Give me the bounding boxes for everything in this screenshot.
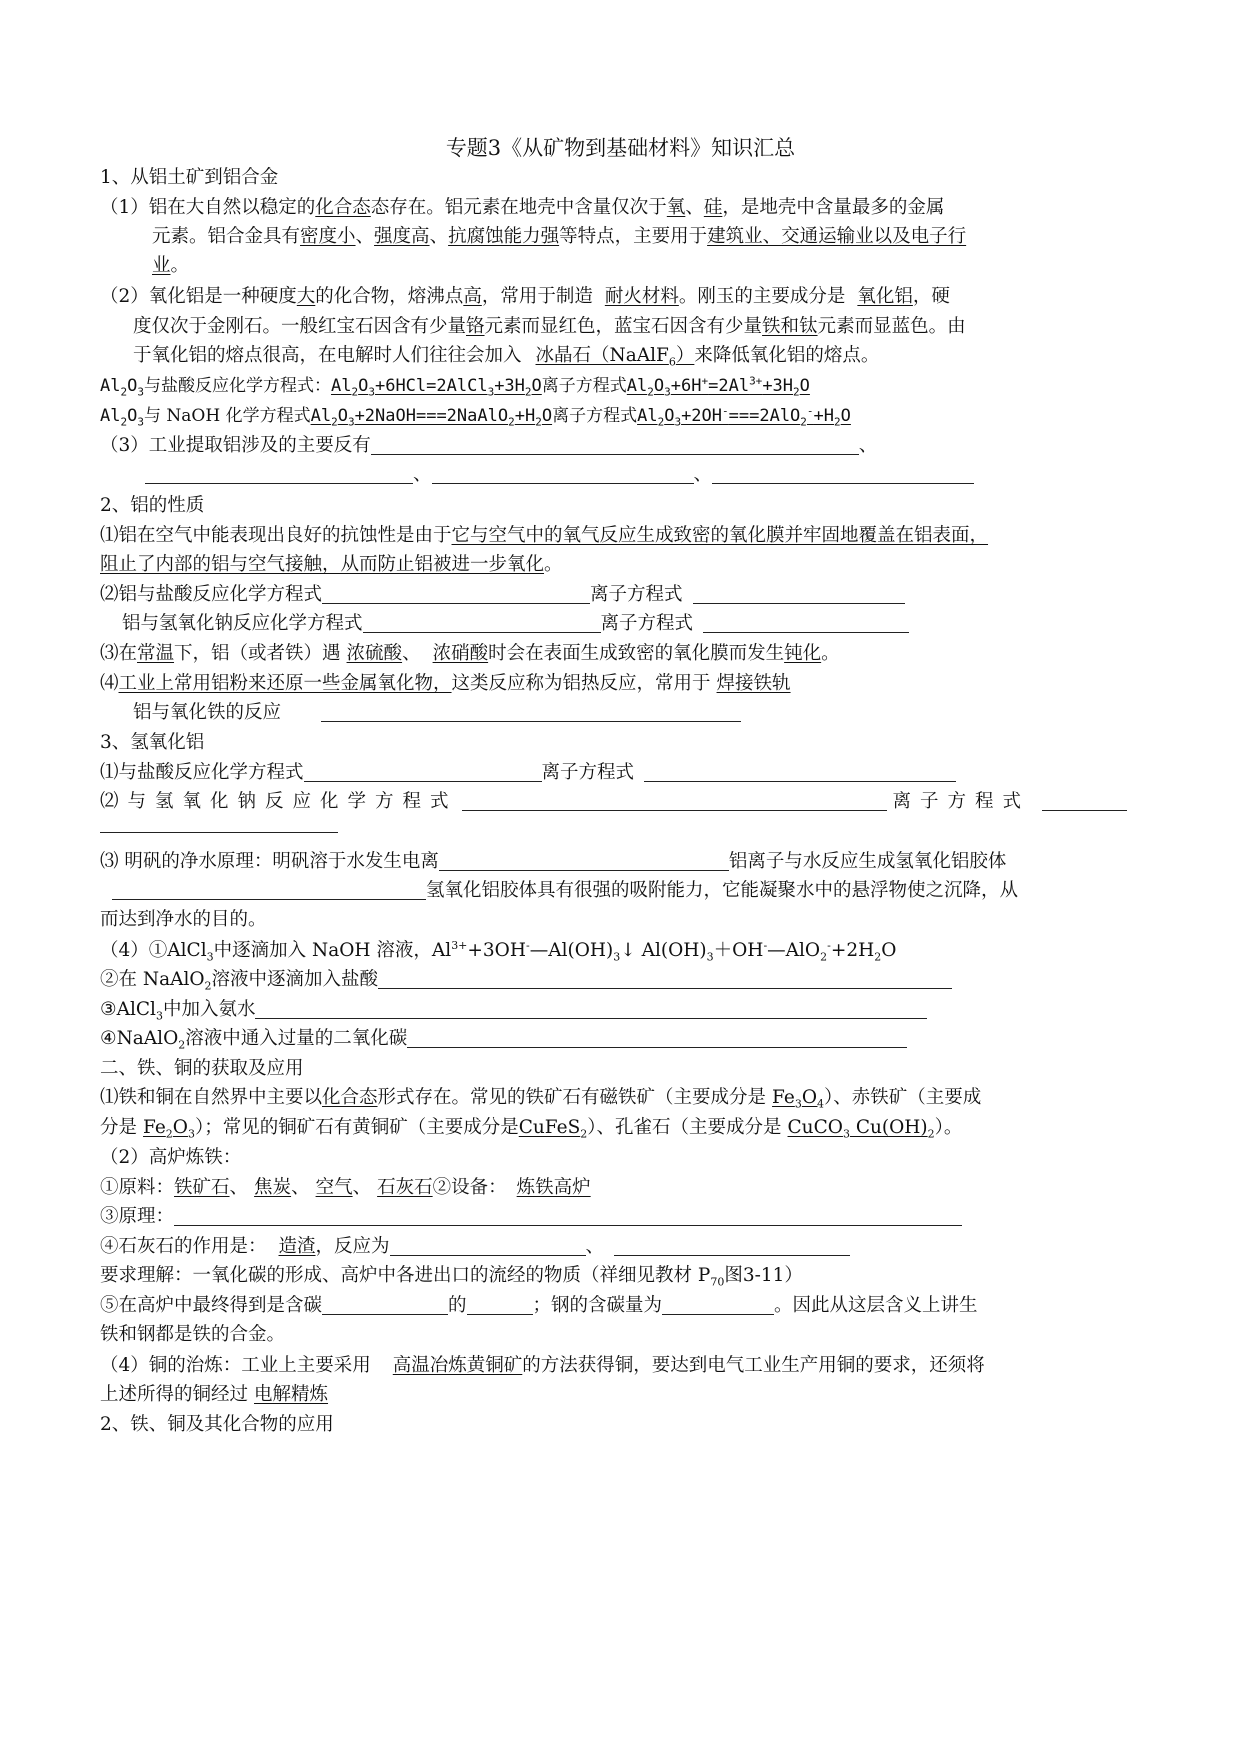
paragraph-line: 铁和钢都是铁的合金。 xyxy=(100,1324,286,1345)
answer-blank[interactable] xyxy=(255,1000,927,1019)
paragraph-line: 上述所得的铜经过 电解精炼 xyxy=(100,1384,329,1405)
answer-blank[interactable] xyxy=(712,465,974,484)
paragraph-line: 而达到净水的目的。 xyxy=(100,909,267,930)
equation-line: $Al_2O_3$与 NaOH 化学方程式$Al_2O_3+2NaOH===2NaAlO_2+H_2O$离子方程式$Al_2O_3+2OH^-===2AlO_2^-+H_2O$ xyxy=(100,404,851,429)
page-title: 专题3《从矿物到基础材料》知识汇总 xyxy=(445,136,796,160)
paragraph-line: （4）铜的治炼：工业上主要采用 高温冶炼黄铜矿的方法获得铜，要达到电气工业生产用铜的要求，还须将 xyxy=(100,1355,985,1376)
paragraph-line: 要求理解：一氧化碳的形成、高炉中各进出口的流经的物质（祥细见教材 $P_{70}$图3-11） xyxy=(100,1265,803,1289)
paragraph-line: ②在 NaAlO$_2$溶液中逐滴加入盐酸 xyxy=(100,968,1141,992)
answer-blank[interactable] xyxy=(174,1207,962,1226)
paragraph-line: ⑵与氢氧化钠反应化学方程式 离子方程式 xyxy=(100,790,1241,814)
answer-blank[interactable] xyxy=(644,763,956,782)
paragraph-line: ③原理： xyxy=(100,1205,1141,1229)
equation-line: $Al_2O_3$与盐酸反应化学方程式：$Al_2O_3+6HCl=2AlCl_3+3H_2O$离子方程式$Al_2O_3+6H^+=2Al^{3+}+3H_2O$ xyxy=(100,374,810,399)
answer-blank[interactable] xyxy=(363,614,601,633)
answer-blank[interactable] xyxy=(145,465,413,484)
paragraph-line: ④NaAlO$_2$溶液中通入过量的二氧化碳 xyxy=(100,1027,1141,1051)
paragraph-line: ④石灰石的作用是： 造渣，反应为 、 xyxy=(100,1235,1141,1259)
paragraph-line: 阻止了内部的铝与空气接触，从而防止铝被进一步氧化。 xyxy=(100,554,563,575)
answer-blank[interactable] xyxy=(390,1237,586,1256)
answer-blank[interactable] xyxy=(378,970,952,989)
paragraph-line: （3）工业提取铝涉及的主要反有 、 xyxy=(100,435,878,456)
answer-blank[interactable] xyxy=(322,585,590,604)
paragraph-line: ⑴铁和铜在自然界中主要以化合态形式存在。常见的铁矿石有磁铁矿（主要成分是 $Fe_3O_4$）、赤铁矿（主要成 xyxy=(100,1087,982,1111)
answer-blank[interactable] xyxy=(407,1029,907,1048)
paragraph-line: 铝与氢氧化钠反应化学方程式 离子方程式 xyxy=(122,612,1141,636)
paragraph-line: ⑶ 明矾的净水原理：明矾溶于水发生电离 铝离子与水反应生成氢氧化铝胶体 xyxy=(100,851,1007,872)
paragraph-line: （2）高炉炼铁： xyxy=(100,1147,242,1168)
paragraph-line: 元素。铝合金具有密度小、强度高、抗腐蚀能力强等特点，主要用于建筑业、交通运输业以及电子行 xyxy=(152,226,967,247)
paragraph-line: ③AlCl$_3$中加入氨水 xyxy=(100,998,1141,1022)
answer-blank[interactable] xyxy=(112,881,426,900)
paragraph-line: 于氧化铝的熔点很高，在电解时人们往往会加入 冰晶石（NaAlF$_6$）来降低氧化铝的熔点。 xyxy=(133,345,880,369)
paragraph-line: ⑷工业上常用铝粉来还原一些金属氧化物，这类反应称为铝热反应，常用于 焊接铁轨 xyxy=(100,673,791,694)
paragraph-line: ⑴与盐酸反应化学方程式 离子方程式 xyxy=(100,761,1141,785)
paragraph-line: 氢氧化铝胶体具有很强的吸附能力，它能凝聚水中的悬浮物使之沉降，从 xyxy=(100,879,1141,903)
answer-blank[interactable] xyxy=(1042,792,1127,811)
paragraph-line xyxy=(100,812,1141,836)
answer-blank[interactable] xyxy=(322,1296,448,1315)
answer-blank[interactable] xyxy=(614,1237,850,1256)
paragraph-line: 业。 xyxy=(152,255,190,276)
paragraph-line: ⑴铝在空气中能表现出良好的抗蚀性是由于它与空气中的氧气反应生成致密的氧化膜并牢固地覆盖在铝表面， xyxy=(100,525,989,546)
answer-blank[interactable] xyxy=(371,436,859,455)
answer-blank[interactable] xyxy=(693,585,905,604)
answer-blank[interactable] xyxy=(462,792,887,811)
answer-blank[interactable] xyxy=(662,1296,774,1315)
paragraph-line: ①原料：铁矿石、 焦炭、 空气、 石灰石②设备： 炼铁高炉 xyxy=(100,1177,591,1198)
answer-blank[interactable] xyxy=(703,614,909,633)
paragraph-line: 、 、 xyxy=(145,463,1141,487)
answer-blank[interactable] xyxy=(432,465,694,484)
paragraph-line: ⑵铝与盐酸反应化学方程式 离子方程式 xyxy=(100,583,1141,607)
equation-line: （4）①AlCl$_3$中逐滴加入 NaOH 溶液，$Al^{3+}+3OH^-—Al(OH)_3↓$ $Al(OH)_3+OH^-—AlO_2^-+2H_2O$ xyxy=(100,938,897,964)
section-heading: 2、铝的性质 xyxy=(100,495,205,516)
section-heading: 3、氢氧化铝 xyxy=(100,732,205,753)
paragraph-line: 铝与氧化铁的反应 xyxy=(133,701,1141,725)
section-heading: 二、铁、铜的获取及应用 xyxy=(100,1058,304,1079)
answer-blank[interactable] xyxy=(321,703,741,722)
paragraph-line: ⑤在高炉中最终得到是含碳 的 ；钢的含碳量为 。因此从这层含义上讲生 xyxy=(100,1295,978,1316)
answer-blank[interactable] xyxy=(100,814,338,833)
section-heading: 2、铁、铜及其化合物的应用 xyxy=(100,1414,334,1435)
answer-blank[interactable] xyxy=(439,852,729,871)
paragraph-line: （2）氧化铝是一种硬度大的化合物，熔沸点高，常用于制造 耐火材料。刚玉的主要成分是 氧化铝，硬 xyxy=(100,286,950,307)
paragraph-line: （1）铝在大自然以稳定的化合态态存在。铝元素在地壳中含量仅次于氧、硅，是地壳中含量最多的金属 xyxy=(100,197,945,218)
answer-blank[interactable] xyxy=(467,1296,533,1315)
answer-blank[interactable] xyxy=(304,763,542,782)
paragraph-line: 度仅次于金刚石。一般红宝石因含有少量铬元素而显红色，蓝宝石因含有少量铁和钛元素而显蓝色。由 xyxy=(133,316,966,337)
paragraph-line: ⑶在常温下，铝（或者铁）遇 浓硫酸、 浓硝酸时会在表面生成致密的氧化膜而发生钝化。 xyxy=(100,643,840,664)
paragraph-line: 分是 $Fe_2O_3$）；常见的铜矿石有黄铜矿（主要成分是CuFeS$_2$）、孔雀石（主要成分是 CuCO$_3$ $Cu(OH)_2$）。 xyxy=(100,1117,963,1141)
section-heading: 1、从铝土矿到铝合金 xyxy=(100,167,279,188)
